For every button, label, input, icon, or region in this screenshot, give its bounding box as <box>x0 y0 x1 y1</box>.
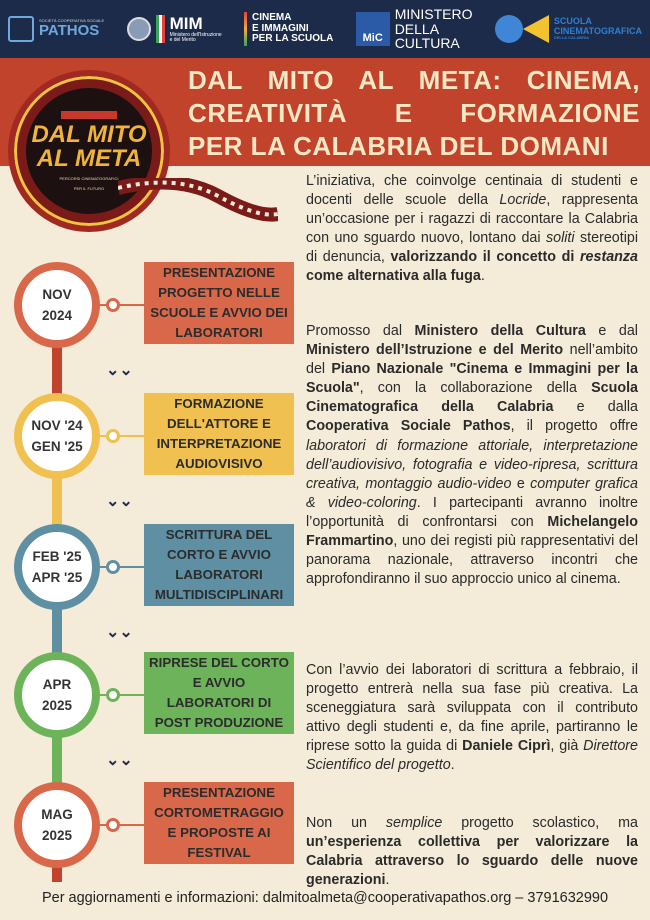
chevron-down-icon: ⌄⌄ <box>106 362 133 379</box>
cinema-line1: CINEMA <box>252 12 292 24</box>
stage-dot <box>106 688 120 702</box>
mim-logo <box>127 15 222 43</box>
stage-date-line-1: FEB '25 <box>32 549 82 564</box>
stage-card: SCRITTURA DEL CORTO E AVVIO LABORATORI MULTIDISCIPLINARI <box>144 524 294 606</box>
mic-logo <box>356 7 473 51</box>
pathos-logo <box>8 16 104 42</box>
phase-paragraph: Con l’avvio dei laboratori di scrittura a febbraio, il progetto entrerà nella sua fase più creativa. La sceneggiatura sarà sviluppata con il contributo attivo degli studenti e, da fine aprile, partiranno le riprese sotto la guida di Daniele Ciprì, già Direttore Scientifico del progetto. <box>306 662 638 774</box>
camera-shape-icon <box>495 13 549 45</box>
stage-dot <box>106 560 120 574</box>
stage-card: RIPRESE DEL CORTO E AVVIO LABORATORI DI POST PRODUZIONE <box>144 652 294 734</box>
chevron-down-icon: ⌄⌄ <box>106 493 133 510</box>
stage-card: FORMAZIONE DELL'ATTORE E INTERPRETAZIONE AUDIOVISIVO <box>144 393 294 475</box>
italian-flag-icon <box>156 15 165 43</box>
chevron-down-icon: ⌄⌄ <box>106 624 133 641</box>
scuola-cinematografica-logo <box>495 13 642 45</box>
scuola-line2: CINEMATOGRAFICA <box>553 25 642 36</box>
stage-date <box>14 393 100 479</box>
color-bar-icon <box>244 12 247 46</box>
stage-date <box>14 782 100 868</box>
house-icon <box>8 16 34 42</box>
badge-sub-1: PERCORSI CINEMATOGRAFICI <box>59 176 119 181</box>
mim-line2: e del Merito <box>169 36 196 43</box>
title-line-2: CREATIVITÀ E FORMAZIONE <box>188 98 640 128</box>
closing-paragraph: Non un semplice progetto scolastico, ma un’esperienza collettiva per valorizzare la Calabria attraverso lo sguardo delle nuove generazioni. <box>306 815 639 889</box>
republic-emblem-icon <box>127 17 151 41</box>
scuola-line3: DELLA CALABRIA <box>553 35 590 41</box>
title-line-3: PER LA CALABRIA DEL DOMANI <box>188 131 609 161</box>
stage-date-line-2: 2024 <box>41 308 73 323</box>
badge-title-2: AL META <box>36 145 142 172</box>
scuola-line1: SCUOLA <box>553 16 592 27</box>
pathos-subtitle: SOCIETÀ COOPERATIVA SOCIALE <box>39 18 105 24</box>
stage-dot <box>106 818 120 832</box>
page-title <box>188 64 640 163</box>
mic-box: MiC <box>356 12 390 46</box>
logo-bar <box>0 0 650 58</box>
mim-acronym: MIM <box>169 13 203 33</box>
footer-contact: Per aggiornamenti e informazioni: dalmitoalmeta@cooperativapathos.org – 3791632990 <box>41 890 609 906</box>
stage-date-line-2: 2025 <box>41 698 73 713</box>
stage-date <box>14 652 100 738</box>
stage-card: PRESENTAZIONE CORTOMETRAGGIO E PROPOSTE AI FESTIVAL <box>144 782 294 864</box>
chevron-down-icon: ⌄⌄ <box>106 752 133 769</box>
stage-date-line-1: NOV <box>42 287 72 302</box>
promotion-paragraph: Promosso dal Ministero della Cultura e dal Ministero dell’Istruzione e del Merito nell’ambito del Piano Nazionale "Cinema e Immagini per la Scuola", con la collaborazione della Scuola Cinematografica della Calabria e dalla Cooperativa Sociale Pathos, il progetto offre laboratori di formazione attoriale, interpretazione dell’audiovisivo, fotografia e video-ripresa, scrittura creativa, montaggio audio-video e computer grafica & video-coloring. I partecipanti avranno inoltre l’opportunità di confrontarsi con Michelangelo Frammartino, uno dei registi più rappresentativi del panorama nazionale, attraverso incontri che approfondiranno il suo approccio unico al cinema. <box>306 323 639 588</box>
stage-date <box>14 524 100 610</box>
film-strip-icon <box>118 178 278 222</box>
mic-line3: CULTURA <box>394 35 460 52</box>
stage-date-line-2: GEN '25 <box>31 439 83 454</box>
mic-line1: MINISTERO <box>394 5 473 22</box>
badge-sub-2: PER IL FUTURO <box>73 186 105 191</box>
badge-ribbon <box>61 111 117 119</box>
badge-title-1: DAL MITO <box>31 121 147 148</box>
stage-card: PRESENTAZIONE PROGETTO NELLE SCUOLE E AVVIO DEI LABORATORI <box>144 262 294 344</box>
cinema-line2: E IMMAGINI <box>252 22 309 34</box>
stage-date-line-1: APR <box>42 677 72 692</box>
stage-dot <box>106 298 120 312</box>
stage-date <box>14 262 100 348</box>
title-line-1: DAL MITO AL META: CINEMA, <box>188 65 640 95</box>
pathos-name: PATHOS <box>39 22 100 40</box>
stage-date-line-1: MAG <box>41 807 73 822</box>
stage-date-line-1: NOV '24 <box>31 418 83 433</box>
intro-paragraph: L’iniziativa, che coinvolge centinaia di studenti e docenti delle scuole della Locride, rappresenta un’occasione per i ragazzi di raccontare la Calabria con uno sguardo nuovo, lontano dai soliti stereotipi di denuncia, valorizzando il concetto di restanza come alternativa alla fuga. <box>306 173 639 285</box>
stage-date-line-2: APR '25 <box>31 570 83 585</box>
mim-line1: Ministero dell'Istruzione <box>169 31 222 38</box>
mic-line2: DELLA <box>394 20 440 37</box>
stage-dot <box>106 429 120 443</box>
stage-date-line-2: 2025 <box>41 828 73 843</box>
cinema-line3: PER LA SCUOLA <box>252 33 334 45</box>
cinema-scuola-logo <box>244 12 333 46</box>
